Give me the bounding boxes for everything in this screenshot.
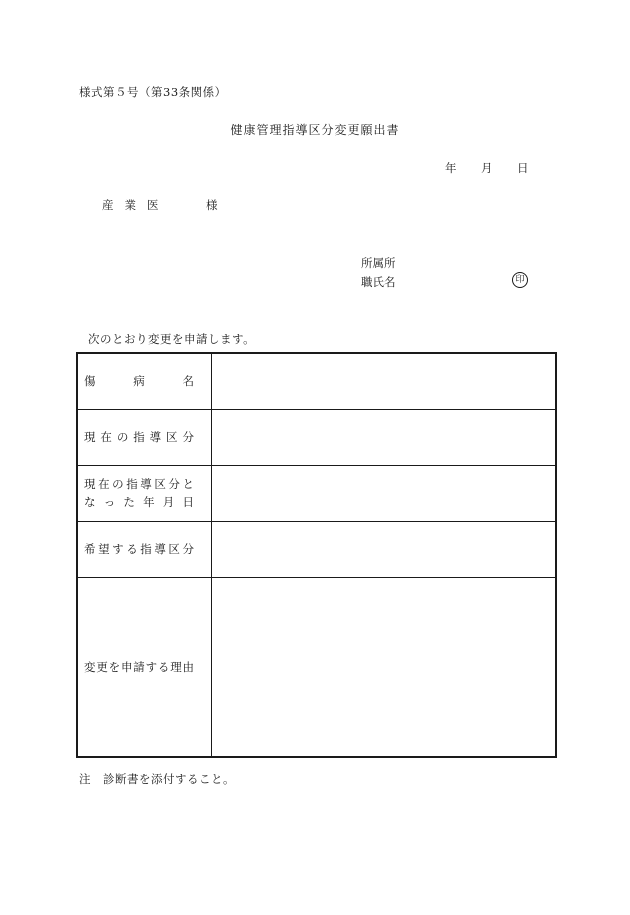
field-desired-guidance-class[interactable] <box>212 521 557 577</box>
field-current-guidance-class[interactable] <box>212 409 557 465</box>
label-character: 分 <box>182 542 194 556</box>
label-character: 更 <box>96 659 108 674</box>
label-character: 区 <box>154 477 166 491</box>
addressee-honorific: 様 <box>206 198 218 212</box>
date-day-label: 日 <box>517 161 529 175</box>
label-character: 在 <box>100 430 112 444</box>
label-character: 指 <box>133 430 145 444</box>
label-character: 現 <box>84 477 96 491</box>
label-character: た <box>123 495 135 509</box>
table-row-current-class <box>77 409 556 465</box>
seal-mark: 印 <box>512 272 528 288</box>
label-character: を <box>108 659 121 674</box>
label-character: る <box>126 542 138 556</box>
label-character: す <box>112 542 124 556</box>
label-character: 請 <box>133 659 145 674</box>
request-sentence: 次のとおり変更を申請します。 <box>88 332 256 346</box>
label-character: 傷 <box>84 374 96 389</box>
name-label: 職氏名 <box>361 275 396 289</box>
label-change-reason <box>77 577 212 757</box>
label-character: な <box>84 495 96 509</box>
label-character: 区 <box>166 430 178 444</box>
label-character: 在 <box>98 477 110 491</box>
affiliation-label: 所属所 <box>361 256 396 270</box>
label-current-guidance-class <box>77 409 212 465</box>
label-character: 日 <box>182 495 194 509</box>
label-character: と <box>182 477 194 491</box>
table-row-illness <box>77 353 556 409</box>
label-character: る <box>157 659 170 674</box>
label-character: 指 <box>140 542 152 556</box>
label-character: 名 <box>182 374 194 389</box>
date-month-label: 月 <box>481 161 493 175</box>
table-row-reason <box>77 577 556 757</box>
label-character: 希 <box>84 542 96 556</box>
label-character: 導 <box>140 477 152 491</box>
label-character: 病 <box>133 374 145 389</box>
table-row-class-date <box>77 465 556 521</box>
label-desired-guidance-class <box>77 521 212 577</box>
label-character: 変 <box>84 659 96 674</box>
label-character: 年 <box>143 495 155 509</box>
table-row-desired-class <box>77 521 556 577</box>
label-character: 導 <box>154 542 166 556</box>
field-illness-name[interactable] <box>212 353 557 409</box>
label-character: の <box>112 477 124 491</box>
label-character: 由 <box>182 659 194 674</box>
label-character: す <box>145 659 158 674</box>
field-current-class-date[interactable] <box>212 465 557 521</box>
label-character: 理 <box>170 659 182 674</box>
label-character: 区 <box>168 542 180 556</box>
label-character: っ <box>103 495 116 509</box>
field-change-reason[interactable] <box>212 577 557 757</box>
label-character: 指 <box>126 477 138 491</box>
label-character: 望 <box>98 542 110 556</box>
label-character: 申 <box>120 659 133 674</box>
label-illness-name <box>77 353 212 409</box>
application-table <box>76 352 557 758</box>
label-character: 導 <box>149 430 162 444</box>
label-character: 分 <box>182 430 194 444</box>
document-title: 健康管理指導区分変更願出書 <box>230 123 400 137</box>
label-character: 月 <box>162 495 175 509</box>
label-current-class-date <box>77 465 212 521</box>
label-character: 分 <box>168 477 180 491</box>
footnote: 注 診断書を添付すること。 <box>79 772 235 786</box>
addressee-recipient: 産業医 <box>102 198 170 212</box>
label-character: 現 <box>84 430 96 444</box>
date-year-label: 年 <box>445 161 457 175</box>
label-character: の <box>116 430 129 444</box>
form-number: 様式第５号（第33条関係） <box>79 85 227 99</box>
